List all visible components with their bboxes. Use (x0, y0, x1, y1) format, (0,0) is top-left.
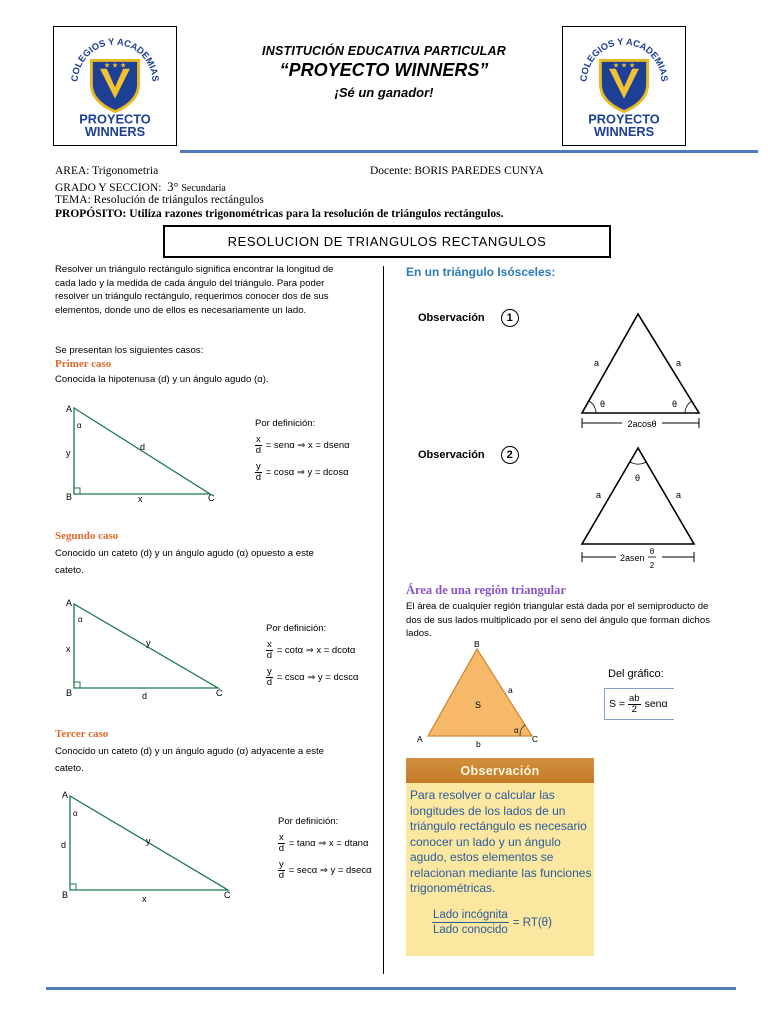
svg-text:COLEGIOS Y ACADEMIAS: COLEGIOS Y ACADEMIAS (578, 36, 670, 83)
svg-text:B: B (66, 492, 73, 502)
svg-text:b: b (476, 739, 481, 749)
svg-text:★ ★ ★: ★ ★ ★ (612, 62, 636, 70)
svg-text:α: α (514, 726, 519, 735)
svg-text:2: 2 (649, 561, 655, 570)
footer-divider (46, 987, 736, 990)
area-text: El área de cualquier región triangular está dada por el semiproducto de dos de sus lados multiplicado por el seno del ángulo que forman dichos lados. (406, 601, 710, 639)
observation-box-formula: $\frac{\text{Lado incógnita}}{\text{Lado conocido}}$ = RT(θ) (433, 909, 552, 936)
svg-text:θ: θ (649, 547, 655, 556)
case3-formulas: Por definición: $\frac{x}{d}$ = tanα ⇒ x = dtanα $\frac{y}{d}$ = secα ⇒ y = dsecα (278, 816, 372, 881)
svg-text:a: a (676, 490, 682, 500)
svg-text:2asen: 2asen (620, 553, 645, 563)
svg-text:B: B (62, 890, 69, 900)
case3-triangle (58, 786, 238, 906)
case1-text: Conocida la hipotenusa (d) y un ángulo agudo (α). (55, 374, 269, 385)
svg-text:WINNERS: WINNERS (593, 124, 655, 140)
svg-text:x: x (138, 494, 143, 502)
svg-text:a: a (594, 358, 600, 368)
case2-triangle (60, 596, 230, 700)
case1-formulas: Por definición: $\frac{x}{d}$ = senα ⇒ x = dsenα $\frac{y}{d}$ = cosα ⇒ y = dcosα (255, 418, 350, 483)
svg-text:x: x (142, 894, 147, 904)
svg-text:C: C (224, 890, 231, 900)
svg-text:α: α (77, 421, 82, 430)
observation-1-label: Observación 1 (418, 309, 519, 327)
svg-text:d: d (142, 691, 148, 700)
svg-text:a: a (596, 490, 602, 500)
svg-text:C: C (208, 493, 215, 502)
svg-text:d: d (140, 442, 146, 452)
case1-triangle (60, 402, 220, 502)
case2-formulas: Por definición: $\frac{x}{d}$ = cotα ⇒ x = dcotα $\frac{y}{d}$ = cscα ⇒ y = dcscα (266, 623, 359, 688)
svg-text:★ ★ ★: ★ ★ ★ (103, 62, 127, 70)
svg-text:α: α (78, 615, 83, 624)
svg-text:COLEGIOS Y ACADEMIAS: COLEGIOS Y ACADEMIAS (69, 36, 161, 83)
svg-text:B: B (474, 639, 480, 649)
svg-text:A: A (66, 598, 73, 608)
svg-text:y: y (66, 448, 71, 458)
svg-text:y: y (146, 836, 151, 846)
isosceles-triangle-2 (572, 444, 712, 576)
svg-text:x: x (66, 644, 71, 654)
svg-text:y: y (146, 638, 151, 648)
observation-box-text: Para resolver o calcular las longitudes de los lados de un triángulo rectángulo es necesario conocer un lado y un ángulo agudo, estos elementos se relacionan mediante las funciones trigonométricas. (410, 788, 592, 895)
project-name: “PROYECTO WINNERS” (279, 60, 489, 80)
svg-text:B: B (66, 688, 73, 698)
svg-text:d: d (61, 840, 67, 850)
svg-text:2acosθ: 2acosθ (627, 419, 657, 429)
svg-text:C: C (532, 734, 539, 744)
intro-paragraph: Resolver un triángulo rectángulo significa encontrar la longitud de cada lado y la medida de cada ángulo del triángulo. Para poder resolver un triángulo rectángulo, requerimos conocer dos de sus elementos, donde uno de ellos es necesariamente un lado. (55, 264, 334, 316)
case2-title: Segundo caso (55, 530, 119, 542)
area-line: AREA: Trigonometria (55, 165, 159, 177)
proposito-line: PROPÓSITO: Utiliza razones trigonométricas para la resolución de triángulos rectángulos. (55, 208, 504, 220)
tema-line: TEMA: Resolución de triángulos rectángulos (55, 194, 264, 206)
area-title: Área de una región triangular (406, 583, 566, 597)
grado-line: GRADO Y SECCION: 3° Secundaria (55, 180, 226, 194)
svg-text:A: A (66, 404, 73, 414)
svg-text:a: a (508, 685, 513, 695)
case3-title: Tercer caso (55, 728, 109, 740)
svg-text:a: a (676, 358, 682, 368)
svg-text:PROYECTO: PROYECTO (79, 111, 151, 127)
svg-text:θ: θ (672, 399, 678, 409)
column-divider (383, 266, 384, 974)
svg-text:θ: θ (635, 473, 641, 483)
slogan: ¡Sé un ganador! (334, 85, 434, 100)
case3-text: Conocido un cateto (d) y un ángulo agudo (α) adyacente a este cateto. (55, 746, 325, 774)
docente-line: Docente: BORIS PAREDES CUNYA (370, 165, 544, 177)
cases-intro: Se presentan los siguientes casos: (55, 345, 204, 356)
svg-text:S: S (475, 700, 482, 710)
svg-text:α: α (73, 809, 78, 818)
area-formula: S = $\frac{ab}{2}$ senα (604, 688, 674, 720)
svg-text:PROYECTO: PROYECTO (588, 111, 660, 127)
institution-name: INSTITUCIÓN EDUCATIVA PARTICULAR (262, 44, 506, 58)
svg-text:C: C (216, 688, 223, 698)
case2-text: Conocido un cateto (d) y un ángulo agudo (α) opuesto a este cateto. (55, 548, 314, 576)
observation-2-label: Observación 2 (418, 446, 519, 464)
header-divider (180, 150, 758, 153)
main-title: RESOLUCION DE TRIANGULOS RECTANGULOS (163, 225, 611, 258)
svg-text:A: A (62, 790, 69, 800)
del-grafico-label: Del gráfico: (608, 668, 664, 680)
isosceles-title: En un triángulo Isósceles: (406, 265, 556, 279)
svg-text:WINNERS: WINNERS (84, 124, 146, 140)
case1-title: Primer caso (55, 358, 112, 370)
isosceles-triangle-1 (572, 310, 712, 435)
observation-box-title: Observación (406, 758, 594, 783)
observation-box (406, 758, 594, 956)
area-triangle (414, 638, 544, 753)
svg-text:θ: θ (600, 399, 606, 409)
svg-text:A: A (417, 734, 423, 744)
